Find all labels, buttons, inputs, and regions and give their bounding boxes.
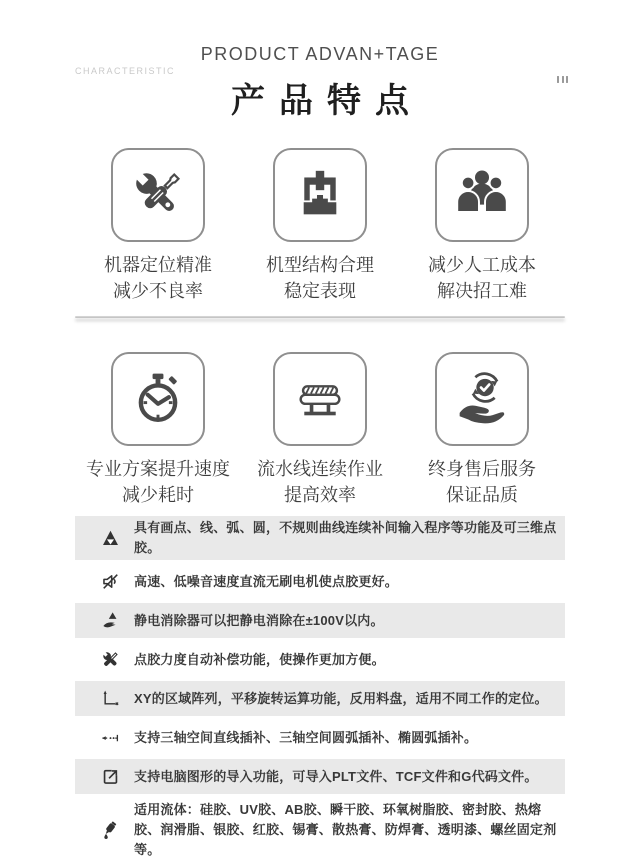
- feature-caption: 流水线连续作业 提高效率: [257, 459, 383, 505]
- spec-row: [75, 642, 565, 677]
- page-title: 产品特点: [231, 82, 423, 120]
- feature-caption: 减少人工成本 解决招工难: [428, 255, 536, 301]
- stopwatch-icon: [129, 370, 187, 428]
- spec-row: [75, 564, 565, 599]
- spec-text: XY的区域阵列，平移旋转运算功能，反用料盘，适用不同工作的定位。: [134, 690, 548, 706]
- feature-assembly-line: [245, 352, 395, 508]
- spec-text: 适用流体：硅胶、UV胶、AB胶、瞬干胶、环氧树脂胶、密封胶、热熔胶、润滑脂、银胶、红胶、锡膏、散热膏、防焊膏、透明漆、螺丝固定剂等。: [134, 802, 557, 857]
- feature-caption: 终身售后服务 保证品质: [428, 459, 536, 505]
- feature-row-1: [0, 148, 640, 304]
- page-subtitle: PRODUCT ADVAN+TAGE: [200, 44, 440, 64]
- icon-box: [111, 148, 205, 242]
- feature-caption: 专业方案提升速度 减少耗时: [86, 459, 230, 505]
- feature-caption: 机型结构合理 稳定表现: [266, 255, 374, 301]
- feature-aftersales: [407, 352, 557, 508]
- feature-row-2: [0, 352, 640, 508]
- spec-row: [75, 603, 565, 638]
- spec-text: 支持三轴空间直线插补、三轴空间圆弧插补、椭圆弧插补。: [134, 729, 478, 745]
- spec-row: [75, 720, 565, 755]
- icon-box: [273, 352, 367, 446]
- spec-row: [75, 798, 565, 862]
- feature-speed: [83, 352, 233, 508]
- press-machine-icon: [291, 166, 349, 224]
- conveyor-icon: [291, 370, 349, 428]
- section-divider: [75, 316, 565, 318]
- aftersales-icon: [453, 370, 511, 428]
- import-icon: [100, 767, 120, 787]
- triangle-icon: [100, 528, 120, 548]
- feature-positioning: [83, 148, 233, 304]
- tools-small-icon: [100, 650, 120, 670]
- low-noise-icon: [100, 572, 120, 592]
- people-icon: [453, 166, 511, 224]
- glue-bottle-icon: [100, 820, 120, 840]
- spec-text: 高速、低噪音速度直流无刷电机使点胶更好。: [134, 573, 399, 589]
- interpolation-icon: [100, 728, 120, 748]
- xy-axis-icon: [100, 689, 120, 709]
- spec-text: 支持电脑图形的导入功能，可导入PLT文件、TCF文件和G代码文件。: [134, 768, 538, 784]
- tools-icon: [129, 166, 187, 224]
- spec-text: 静电消除器可以把静电消除在±100V以内。: [134, 612, 384, 628]
- icon-box: [273, 148, 367, 242]
- watermark-text: CHARACTERISTIC: [75, 66, 176, 76]
- spec-row: [75, 759, 565, 794]
- spec-row: [75, 516, 565, 560]
- product-advantage-page: [0, 44, 640, 857]
- spec-list: [75, 516, 565, 862]
- corner-dots-icon: [555, 70, 569, 88]
- static-eliminator-icon: [100, 611, 120, 631]
- feature-caption: 机器定位精准 减少不良率: [104, 255, 212, 301]
- feature-labor-cost: [407, 148, 557, 304]
- spec-text: 点胶力度自动补偿功能，使操作更加方便。: [134, 651, 385, 667]
- spec-row: [75, 681, 565, 716]
- spec-text: 具有画点、线、弧、圆，不规则曲线连续补间输入程序等功能及可三维点胶。: [134, 520, 557, 555]
- icon-box: [435, 352, 529, 446]
- icon-box: [435, 148, 529, 242]
- icon-box: [111, 352, 205, 446]
- feature-structure: [245, 148, 395, 304]
